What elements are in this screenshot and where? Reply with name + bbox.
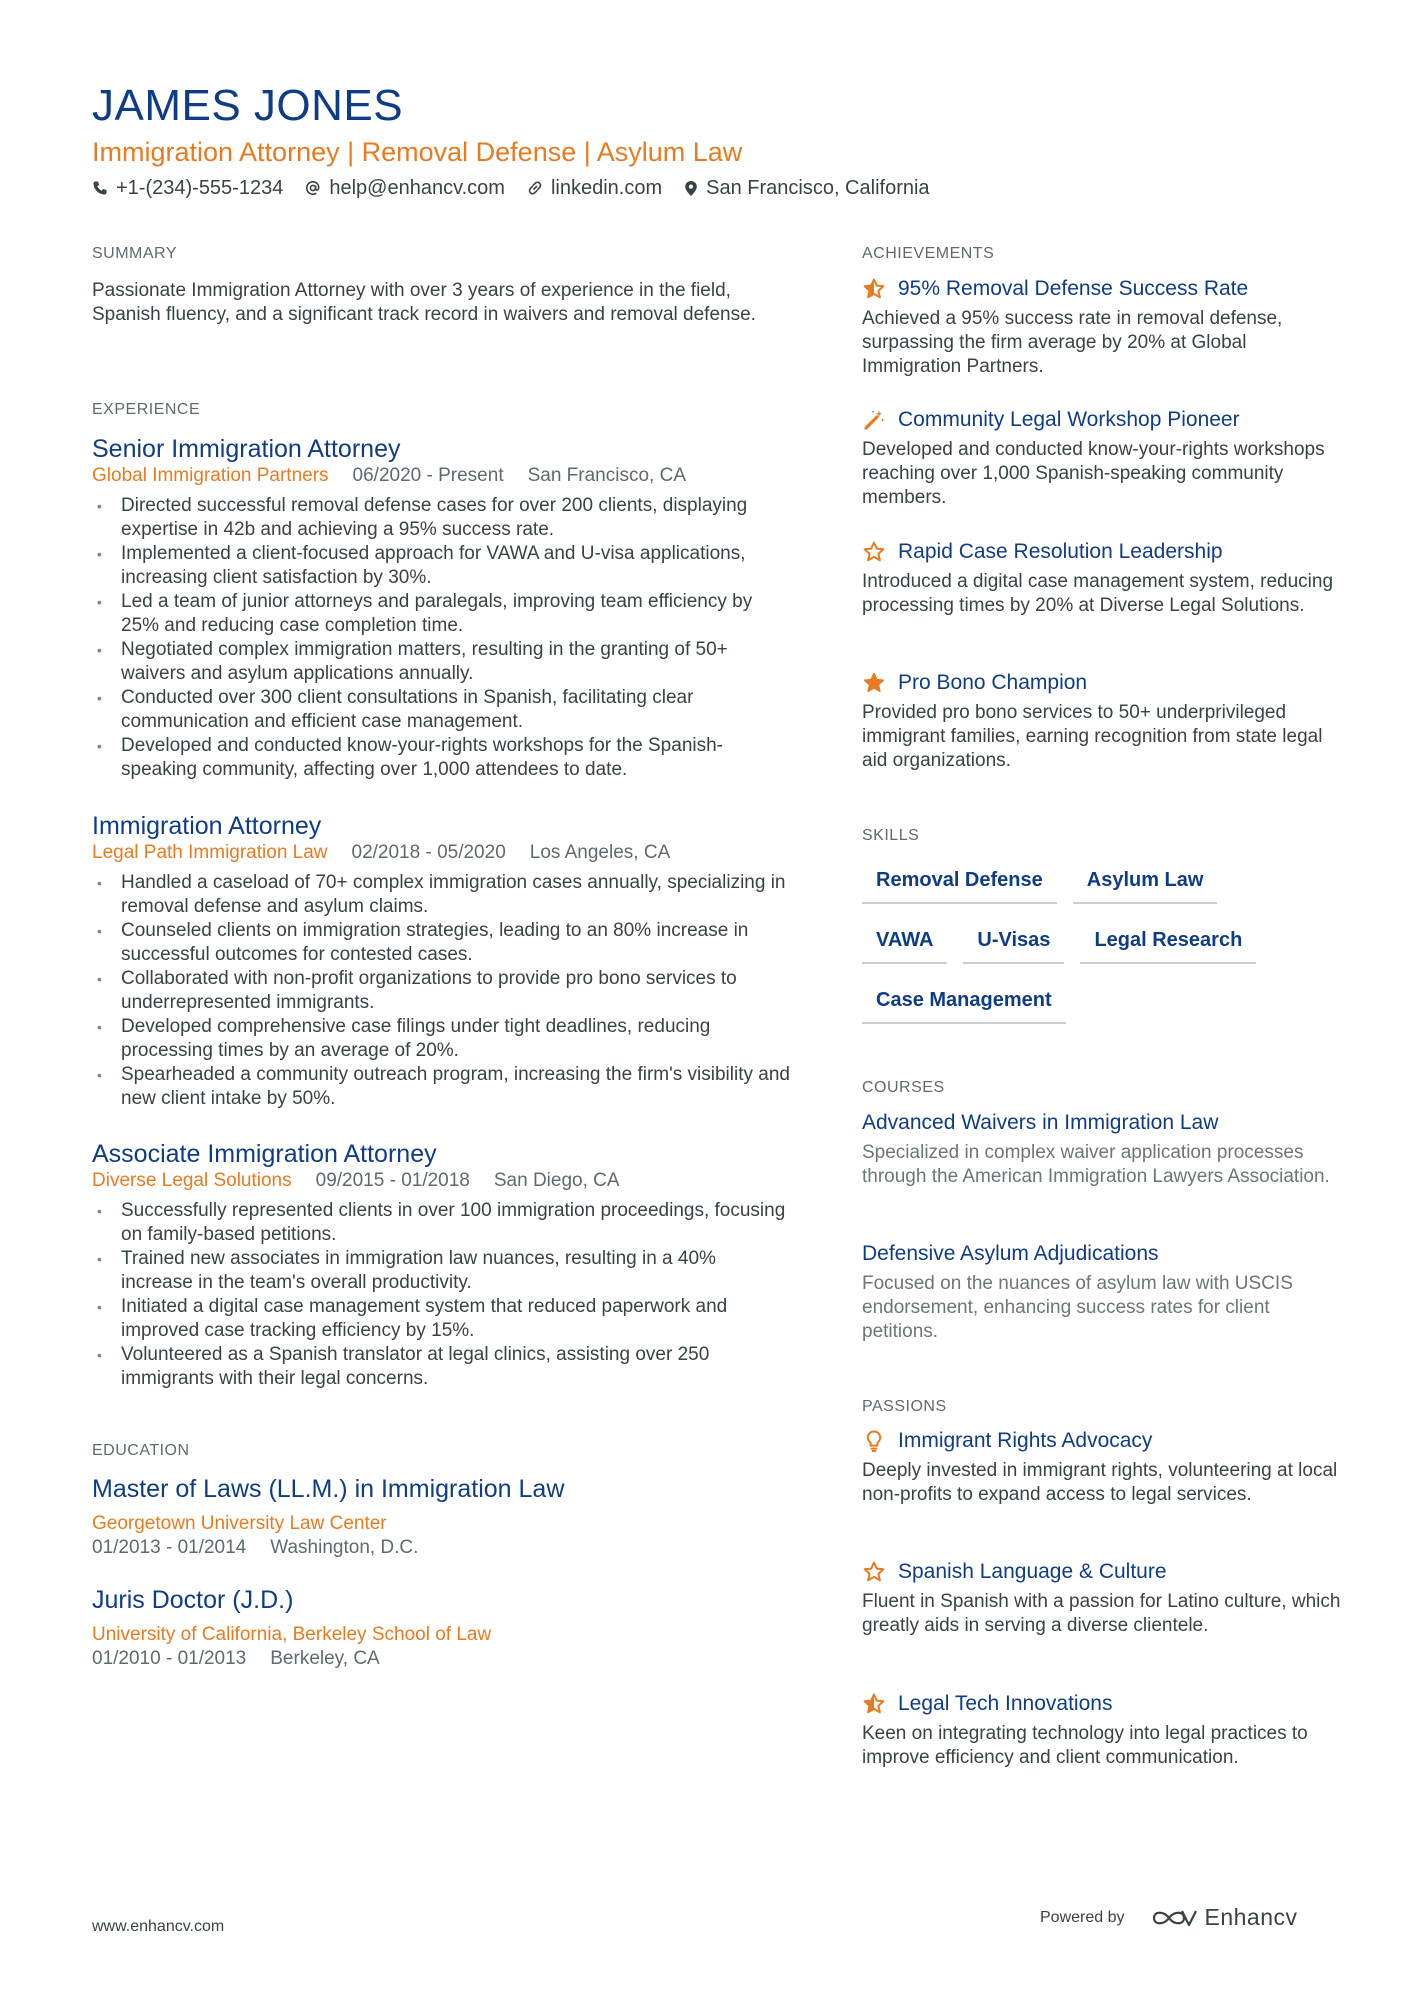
job-dates: 06/2020 - Present bbox=[352, 465, 504, 486]
passion-title: Immigrant Rights Advocacy bbox=[898, 1429, 1153, 1452]
school-row bbox=[92, 1512, 792, 1536]
education-entry bbox=[92, 1474, 792, 1560]
achievement-item bbox=[862, 275, 1342, 379]
achievement-title: Rapid Case Resolution Leadership bbox=[898, 540, 1223, 563]
education-entry bbox=[92, 1585, 792, 1671]
job-title: Immigration Attorney bbox=[92, 812, 322, 840]
bullet-item: • Conducted over 300 client consultations in Spanish, facilitating clear communication and efficient case management. bbox=[92, 686, 792, 734]
magic-wand-icon bbox=[862, 408, 886, 432]
school-name: Georgetown University Law Center bbox=[92, 1513, 387, 1534]
phone-icon bbox=[92, 180, 108, 196]
contact-linkedin[interactable] bbox=[527, 177, 662, 200]
degree-title: Master of Laws (LL.M.) in Immigration Law bbox=[92, 1475, 565, 1503]
course-title: Advanced Waivers in Immigration Law bbox=[862, 1111, 1219, 1134]
course-description: Specialized in complex waiver application processes through the American Immigration Lawyers Association. bbox=[862, 1142, 1330, 1187]
passion-description: Deeply invested in immigrant rights, volunteering at local non-profits to expand access to legal services. bbox=[862, 1460, 1338, 1505]
bullet-item: • Developed and conducted know-your-rights workshops for the Spanish-speaking community, affecting over 1,000 attendees to date. bbox=[92, 734, 792, 782]
skill-tag: U-Visas bbox=[963, 920, 1064, 964]
achievement-item bbox=[862, 669, 1342, 773]
link-icon bbox=[527, 180, 543, 196]
footer-powered-by[interactable] bbox=[1040, 1904, 1298, 1931]
achievement-title: Pro Bono Champion bbox=[898, 671, 1088, 694]
experience-section-title: EXPERIENCE bbox=[92, 401, 201, 418]
headline: Immigration Attorney | Removal Defense | Asylum Law bbox=[92, 137, 743, 167]
skill-tag: Asylum Law bbox=[1073, 860, 1218, 904]
education-dates: 01/2010 - 01/2013 bbox=[92, 1648, 247, 1669]
passion-title-row bbox=[862, 1690, 1342, 1718]
skills-list bbox=[862, 860, 1322, 1040]
bullet-item: • Counseled clients on immigration strategies, leading to an 80% increase in successful outcomes for contested cases. bbox=[92, 919, 792, 967]
contact-email-text: help@enhancv.com bbox=[329, 176, 505, 199]
at-icon bbox=[305, 180, 321, 196]
bullet-item: • Successfully represented clients in over 100 immigration proceedings, focusing on family-based petitions. bbox=[92, 1199, 792, 1247]
star-half-icon bbox=[862, 1692, 886, 1716]
achievement-title-row bbox=[862, 669, 1342, 697]
job-location: San Francisco, CA bbox=[527, 465, 686, 486]
education-meta bbox=[92, 1647, 792, 1671]
experience-entry bbox=[92, 434, 792, 782]
job-meta bbox=[92, 464, 792, 488]
bullet-item: • Collaborated with non-profit organizations to provide pro bono services to underrepresented immigrants. bbox=[92, 967, 792, 1015]
education-meta bbox=[92, 1536, 792, 1560]
star-half-icon bbox=[862, 277, 886, 301]
achievement-title: 95% Removal Defense Success Rate bbox=[898, 277, 1249, 300]
education-dates: 01/2013 - 01/2014 bbox=[92, 1537, 247, 1558]
star-outline-icon bbox=[862, 1560, 886, 1584]
bullet-item: • Directed successful removal defense cases for over 200 clients, displaying expertise in 42b and achieving a 95% success rate. bbox=[92, 494, 792, 542]
achievement-description: Introduced a digital case management system, reducing processing times by 20% at Diverse Legal Solutions. bbox=[862, 571, 1334, 616]
footer-website[interactable]: www.enhancv.com bbox=[92, 1918, 225, 1935]
passion-title-row bbox=[862, 1427, 1342, 1455]
bullet-item: • Initiated a digital case management system that reduced paperwork and improved case tracking efficiency by 15%. bbox=[92, 1295, 792, 1343]
skill-tag: Legal Research bbox=[1080, 920, 1256, 964]
education-location: Washington, D.C. bbox=[270, 1537, 419, 1558]
bullet-item: • Handled a caseload of 70+ complex immigration cases annually, specializing in removal defense and asylum claims. bbox=[92, 871, 792, 919]
achievement-description: Provided pro bono services to 50+ underprivileged immigrant families, earning recognition from state legal aid organizations. bbox=[862, 702, 1323, 771]
passion-title: Legal Tech Innovations bbox=[898, 1692, 1113, 1715]
achievement-description: Developed and conducted know-your-rights workshops reaching over 1,000 Spanish-speaking community members. bbox=[862, 439, 1325, 508]
passion-item bbox=[862, 1558, 1342, 1638]
contact-location-text: San Francisco, California bbox=[706, 176, 930, 199]
degree-title: Juris Doctor (J.D.) bbox=[92, 1586, 294, 1614]
company-name: Legal Path Immigration Law bbox=[92, 842, 328, 863]
achievements-section-title: ACHIEVEMENTS bbox=[862, 245, 995, 262]
achievement-item bbox=[862, 538, 1342, 618]
course-item bbox=[862, 1109, 1342, 1189]
bullet-item: • Volunteered as a Spanish translator at legal clinics, assisting over 250 immigrants with their legal concerns. bbox=[92, 1343, 792, 1391]
passion-item bbox=[862, 1690, 1342, 1770]
passions-section-title: PASSIONS bbox=[862, 1398, 947, 1415]
company-name: Diverse Legal Solutions bbox=[92, 1170, 292, 1191]
lightbulb-icon bbox=[862, 1429, 886, 1453]
contact-email[interactable] bbox=[305, 177, 505, 200]
summary-text: Passionate Immigration Attorney with over 3 years of experience in the field, Spanish fluency, and a significant track record in waivers and removal defense. bbox=[92, 280, 756, 325]
experience-entry bbox=[92, 811, 792, 1111]
passion-title: Spanish Language & Culture bbox=[898, 1560, 1167, 1583]
job-bullets bbox=[92, 494, 792, 782]
star-outline-icon bbox=[862, 540, 886, 564]
contact-location bbox=[684, 177, 929, 200]
achievement-item bbox=[862, 406, 1342, 510]
job-dates: 09/2015 - 01/2018 bbox=[315, 1170, 470, 1191]
job-meta bbox=[92, 1169, 792, 1193]
company-name: Global Immigration Partners bbox=[92, 465, 329, 486]
course-description: Focused on the nuances of asylum law with USCIS endorsement, enhancing success rates for client petitions. bbox=[862, 1273, 1293, 1342]
star-filled-icon bbox=[862, 671, 886, 695]
job-title: Senior Immigration Attorney bbox=[92, 435, 401, 463]
achievement-title: Community Legal Workshop Pioneer bbox=[898, 408, 1240, 431]
job-bullets bbox=[92, 1199, 792, 1391]
powered-by-label: Powered by bbox=[1040, 1908, 1125, 1926]
passion-description: Fluent in Spanish with a passion for Latino culture, which greatly aids in serving a diverse clientele. bbox=[862, 1591, 1341, 1636]
achievement-description: Achieved a 95% success rate in removal defense, surpassing the firm average by 20% at Global Immigration Partners. bbox=[862, 308, 1283, 377]
skills-section-title: SKILLS bbox=[862, 827, 920, 844]
contact-phone[interactable] bbox=[92, 177, 283, 200]
course-item bbox=[862, 1240, 1342, 1344]
bullet-item: • Trained new associates in immigration law nuances, resulting in a 40% increase in the team's overall productivity. bbox=[92, 1247, 792, 1295]
passion-description: Keen on integrating technology into legal practices to improve efficiency and client communication. bbox=[862, 1723, 1308, 1768]
candidate-name: JAMES JONES bbox=[92, 81, 404, 130]
bullet-item: • Developed comprehensive case filings under tight deadlines, reducing processing times by an average of 20%. bbox=[92, 1015, 792, 1063]
passion-item bbox=[862, 1427, 1342, 1507]
bullet-item: • Implemented a client-focused approach for VAWA and U-visa applications, increasing client satisfaction by 30%. bbox=[92, 542, 792, 590]
job-dates: 02/2018 - 05/2020 bbox=[351, 842, 506, 863]
courses-section-title: COURSES bbox=[862, 1079, 945, 1096]
job-location: Los Angeles, CA bbox=[529, 842, 671, 863]
bullet-item: • Spearheaded a community outreach program, increasing the firm's visibility and new client intake by 50%. bbox=[92, 1063, 792, 1111]
brand-name: Enhancv bbox=[1204, 1904, 1298, 1930]
job-title: Associate Immigration Attorney bbox=[92, 1140, 437, 1168]
contact-linkedin-text: linkedin.com bbox=[550, 176, 663, 199]
skill-tag: Case Management bbox=[862, 980, 1066, 1024]
contact-phone-text: +1-(234)-555-1234 bbox=[116, 176, 284, 199]
school-row bbox=[92, 1623, 792, 1647]
job-bullets bbox=[92, 871, 792, 1111]
course-title: Defensive Asylum Adjudications bbox=[862, 1242, 1159, 1265]
school-name: University of California, Berkeley School of Law bbox=[92, 1624, 492, 1645]
achievement-title-row bbox=[862, 275, 1342, 303]
contact-bar bbox=[92, 172, 952, 204]
experience-entry bbox=[92, 1139, 792, 1391]
enhancv-logo-icon bbox=[1151, 1905, 1199, 1931]
job-meta bbox=[92, 841, 792, 865]
summary-section-title: SUMMARY bbox=[92, 245, 177, 262]
bullet-item: • Led a team of junior attorneys and paralegals, improving team efficiency by 25% and reducing case completion time. bbox=[92, 590, 792, 638]
education-location: Berkeley, CA bbox=[270, 1648, 380, 1669]
passion-title-row bbox=[862, 1558, 1342, 1586]
achievement-title-row bbox=[862, 538, 1342, 566]
skill-tag: Removal Defense bbox=[862, 860, 1057, 904]
education-section-title: EDUCATION bbox=[92, 1442, 190, 1459]
achievement-title-row bbox=[862, 406, 1342, 434]
job-location: San Diego, CA bbox=[493, 1170, 620, 1191]
location-pin-icon bbox=[684, 180, 698, 197]
skill-tag: VAWA bbox=[862, 920, 947, 964]
bullet-item: • Negotiated complex immigration matters, resulting in the granting of 50+ waivers and asylum applications annually. bbox=[92, 638, 792, 686]
